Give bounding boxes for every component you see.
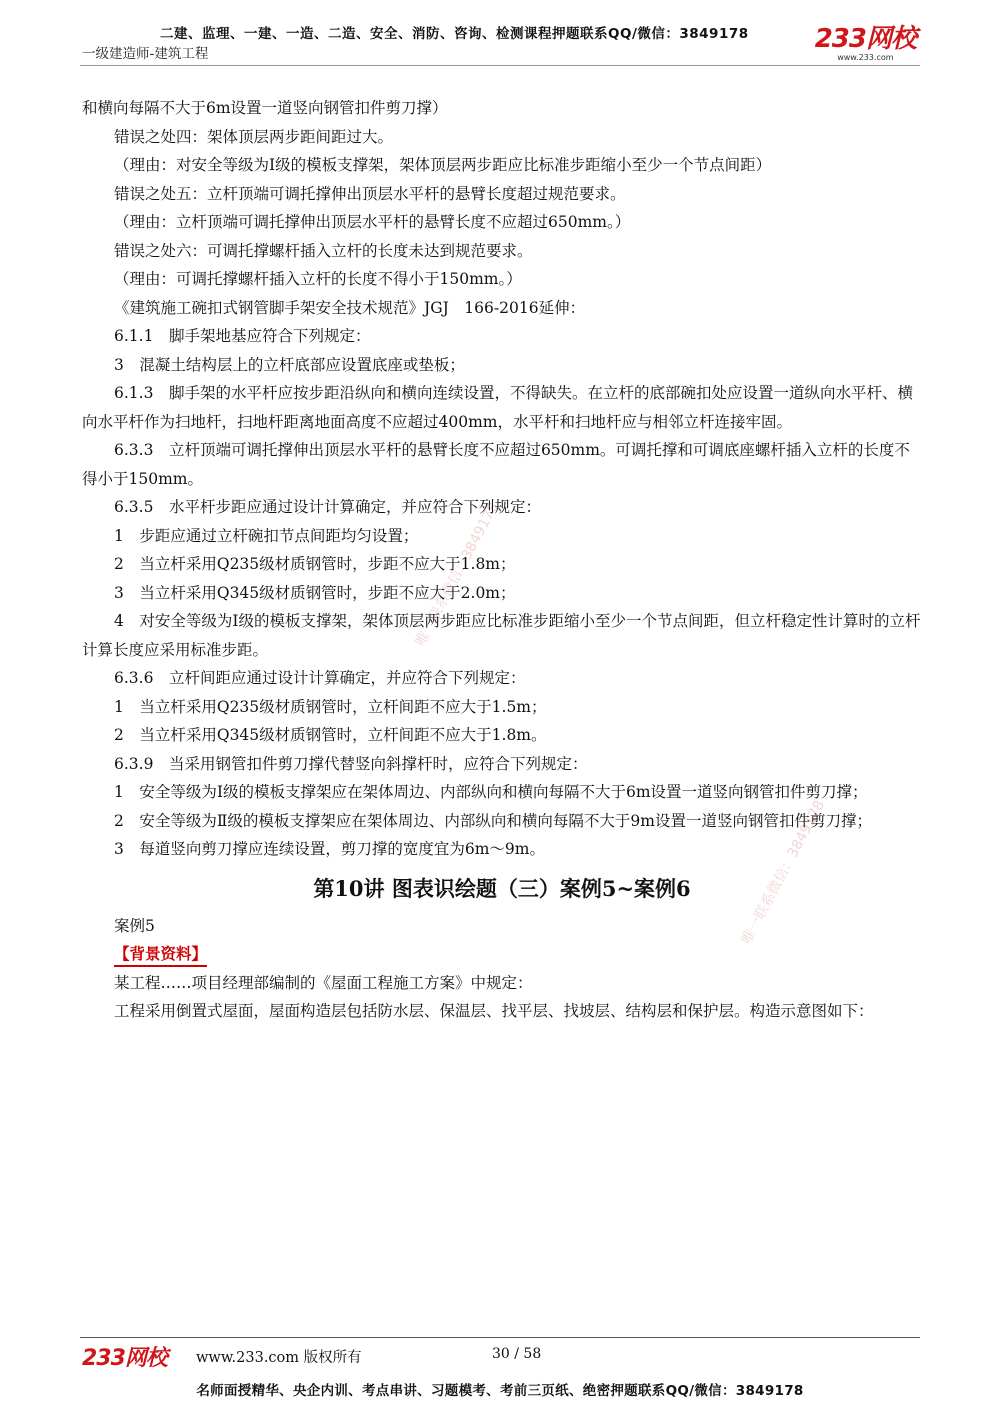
paragraph: 6.1.3 脚手架的水平杆应按步距沿纵向和横向连续设置，不得缺失。在立杆的底部碗扣处应设置一道纵向水平杆、横向水平杆作为扫地杆，扫地杆距离地面高度不应超过400mm，水平杆和扫地杆应与相邻立杆连接牢固。 [82,384,913,431]
paragraph: 6.3.3 立杆顶端可调托撑伸出顶层水平杆的悬臂长度不应超过650mm。可调托撑和可调底座螺杆插入立杆的长度不得小于150mm。 [82,441,910,488]
paragraph: （理由：可调托撑螺杆插入立杆的长度不得小于150mm。） [114,270,522,288]
watermark-1: 唯一联系微信：3849178 [412,499,503,649]
paragraph: 2 当立杆采用Q235级材质钢管时，步距不应大于1.8m； [114,555,516,573]
paragraph: 4 对安全等级为Ⅰ级的模板支撑架，架体顶层两步距应比标准步距缩小至少一个节点间距，但立杆稳定性计算时的立杆计算长度应采用标准步距。 [82,612,921,659]
logo-text: 233网校 [814,24,916,54]
paragraph: 错误之处四：架体顶层两步距间距过大。 [114,127,394,146]
header-logo [815,26,916,62]
paragraph: 工程采用倒置式屋面，屋面构造层包括防水层、保温层、找平层、找坡层、结构层和保护层。构造示意图如下： [114,1002,874,1020]
paragraph: 错误之处五：立杆顶端可调托撑伸出顶层水平杆的悬臂长度超过规范要求。 [114,184,626,203]
chapter-title: 第10讲 图表识绘题（三）案例5~案例6 [313,875,691,901]
paragraph: 1 当立杆采用Q235级材质钢管时，立杆间距不应大于1.5m； [114,697,547,716]
footer-copyright: www.233.com 版权所有 [196,1350,362,1366]
case-label: 案例5 [114,916,155,935]
paragraph: 6.1.1 脚手架地基应符合下列规定： [114,327,371,345]
bottom-promo-banner: 名师面授精华、央企内训、考点串讲、习题模考、考前三页纸、绝密押题联系QQ/微信：3849178 [196,1383,804,1399]
paragraph: 《建筑施工碗扣式钢管脚手架安全技术规范》JGJ 166-2016延伸： [114,298,586,317]
paragraph: 1 步距应通过立杆碗扣节点间距均匀设置； [114,526,419,545]
footer-divider [80,1337,920,1338]
header-divider [80,65,920,66]
watermark-2: 唯一联系微信：3849178 [738,797,829,947]
paragraph: 6.3.9 当采用钢管扣件剪刀撑代替竖向斜撑杆时，应符合下列规定： [114,754,588,773]
header-subtitle: 一级建造师-建筑工程 [82,46,209,62]
paragraph: 某工程……项目经理部编制的《屋面工程施工方案》中规定： [114,973,533,992]
paragraph: 3 混凝土结构层上的立杆底部应设置底座或垫板； [114,355,465,374]
paragraph: 和横向每隔不大于6m设置一道竖向钢管扣件剪刀撑） [82,99,448,117]
paragraph: （理由：对安全等级为Ⅰ级的模板支撑架，架体顶层两步距应比标准步距缩小至少一个节点间距） [114,156,772,174]
background-label: 【背景资料】 [114,943,207,967]
paragraph: 2 安全等级为Ⅱ级的模板支撑架应在架体周边、内部纵向和横向每隔不大于9m设置一道竖向钢管扣件剪刀撑； [114,811,872,830]
paragraph: 6.3.5 水平杆步距应通过设计计算确定，并应符合下列规定： [114,498,541,516]
paragraph: 3 每道竖向剪刀撑应连续设置，剪刀撑的宽度宜为6m～9m。 [114,840,545,858]
paragraph: 1 安全等级为Ⅰ级的模板支撑架应在架体周边、内部纵向和横向每隔不大于6m设置一道竖向钢管扣件剪刀撑； [114,783,868,801]
paragraph: 2 当立杆采用Q345级材质钢管时，立杆间距不应大于1.8m。 [114,726,547,744]
paragraph: （理由：立杆顶端可调托撑伸出顶层水平杆的悬臂长度不应超过650mm。） [114,213,631,231]
paragraph: 错误之处六：可调托撑螺杆插入立杆的长度未达到规范要求。 [114,241,533,260]
logo-url: www.233.com [837,53,894,62]
footer-logo: 233网校 [82,1346,167,1371]
paragraph: 6.3.6 立杆间距应通过设计计算确定，并应符合下列规定： [114,669,526,687]
page-number: 30 / 58 [492,1346,542,1362]
document-body [82,94,922,1026]
paragraph: 3 当立杆采用Q345级材质钢管时，步距不应大于2.0m； [114,583,516,602]
top-promo-banner: 二建、监理、一建、一造、二造、安全、消防、咨询、检测课程押题联系QQ/微信：3849178 [160,26,749,42]
